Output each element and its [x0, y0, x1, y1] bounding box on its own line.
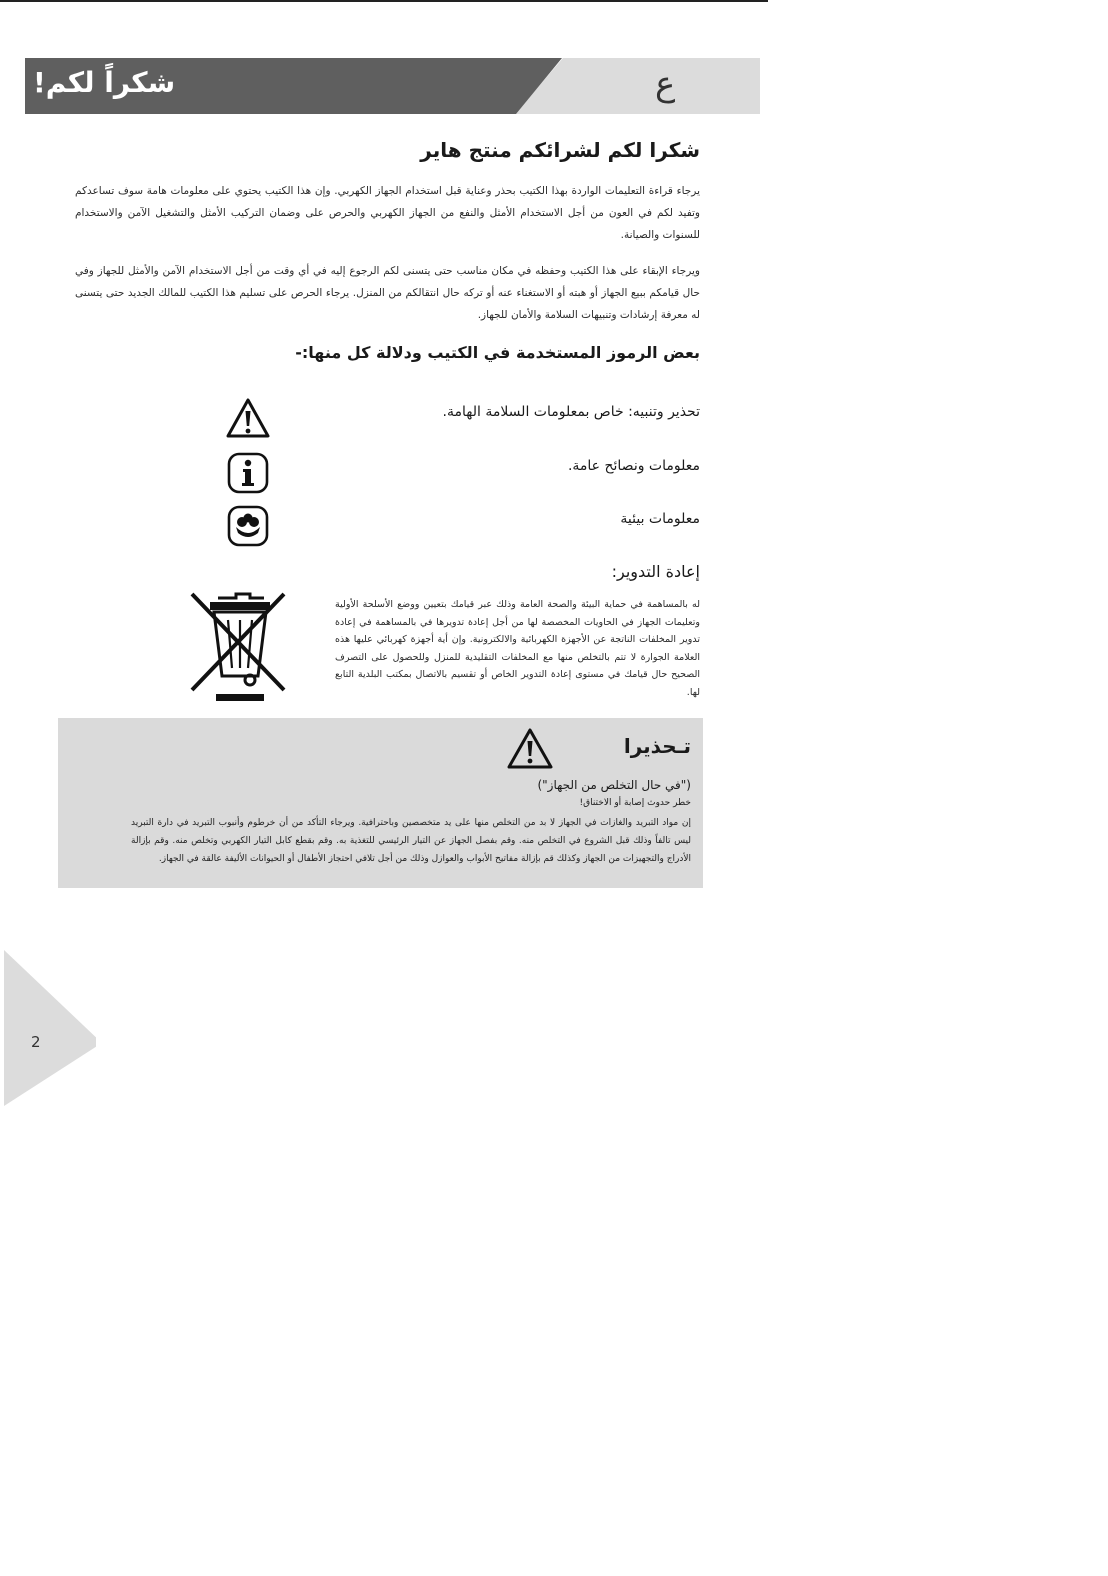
warning-hazard-line: خطر حدوث إصابة أو الاختناق!: [579, 798, 691, 808]
warning-title: تـحذيرا: [623, 734, 691, 758]
symbol-row-eco: [215, 503, 700, 547]
warning-triangle-icon: [225, 396, 271, 442]
symbol-row-info: [215, 450, 700, 494]
eco-icon: [225, 503, 271, 549]
warning-triangle-icon: [506, 726, 554, 772]
info-icon: [225, 450, 271, 496]
section-letter: ع: [655, 64, 676, 104]
header-band: [25, 58, 760, 114]
page-title: شكرا لكم لشرائكم منتج هاير: [420, 138, 700, 162]
header-title: شكراً لكم!: [33, 66, 176, 99]
symbols-heading: بعض الرموز المستخدمة في الكتيب ودلالة كل منها:-: [295, 343, 700, 362]
warning-body: إن مواد التبريد والغازات في الجهاز لا بد من التخلص منها على يد متخصصين وباحترافية. ويرجاء التأكد من أن خرطوم وأنبوب التبريد في دارة التبريد ليس تالفاً وذلك قبل الشروع في التخلص منه. وقم بفصل الجهاز عن التيار الرئيسي للتغذية به. وقم بقطع كابل التيار الكهربي وتخلص منه. وقم بإزالة الأدراج والتجهيزات من الجهاز وكذلك قم بإزالة مفاتيح الأبواب والعوازل وذلك من أجل تلافي احتجاز الأطفال أو الحيوانات الأليفة عالقة في الجهاز.: [131, 818, 691, 864]
warning-box: [58, 718, 703, 888]
top-rule: [0, 0, 768, 2]
intro-paragraph-1: يرجاء قراءة التعليمات الواردة بهذا الكتيب بحذر وعناية قبل استخدام الجهاز الكهربي. وإن هذا الكتيب يحتوي على معلومات هامة سوف تساعدكم وتفيد لكم في العون من أجل الاستخدام الأمثل والنفع من الجهاز الكهربي والحرص على وضمان التركيب الأمثل والتشغيل الآمن والاستخدام للسنوات والصيانة.: [75, 185, 700, 241]
symbol-row-warning: [215, 396, 700, 440]
page-number: 2: [31, 1033, 41, 1051]
symbol-label: معلومات ونصائح عامة.: [567, 458, 700, 474]
intro-paragraph-2: ويرجاء الإبقاء على هذا الكتيب وحفظه في مكان مناسب حتى يتسنى لكم الرجوع إليه في أي وقت من أجل الاستخدام الآمن والأمثل للجهاز وفي حال قيامكم ببيع الجهاز أو هبته أو الاستغناء عنه أو تركه حال انتقالكم من المنزل. يرجاء الحرص على تسليم هذا الكتيب للمالك الجديد حتى يتسنى له معرفة إرشادات وتنبيهات السلامة والأمان للجهاز.: [75, 265, 700, 321]
symbol-label: معلومات بيئية: [620, 511, 700, 527]
recycling-text: له بالمساهمة في حماية البيئة والصحة العامة وذلك عبر قيامك بتعيين ووضع الأسلحة الأولية وتعليمات الجهاز في الحاويات المخصصة لها من أجل إعادة تدويرها في بالمساهمة في إعادة تدوير المخلفات الناتجة عن الأجهزة الكهربائية والالكترونية. وإن أية أجهزة كهربائي عليها هذه العلامة الجوارة لا تتم بالتخلص منها مع المخلفات التقليدية للمنزل وللحصول على التصرف الصحيح حال قيامك في مستوى إعادة التدوير الخاص أو تقسيم بالاتصال بمكتب البلدية التابع لها.: [335, 599, 700, 698]
symbol-label: تحذير وتنبيه: خاص بمعلومات السلامة الهامة.: [442, 404, 700, 420]
page-number-tab: [4, 950, 96, 1106]
warning-subtitle: ("في حال التخلص من الجهاز"): [537, 778, 691, 792]
crossed-bin-icon: [188, 590, 292, 702]
recycling-heading: إعادة التدوير:: [611, 562, 700, 581]
